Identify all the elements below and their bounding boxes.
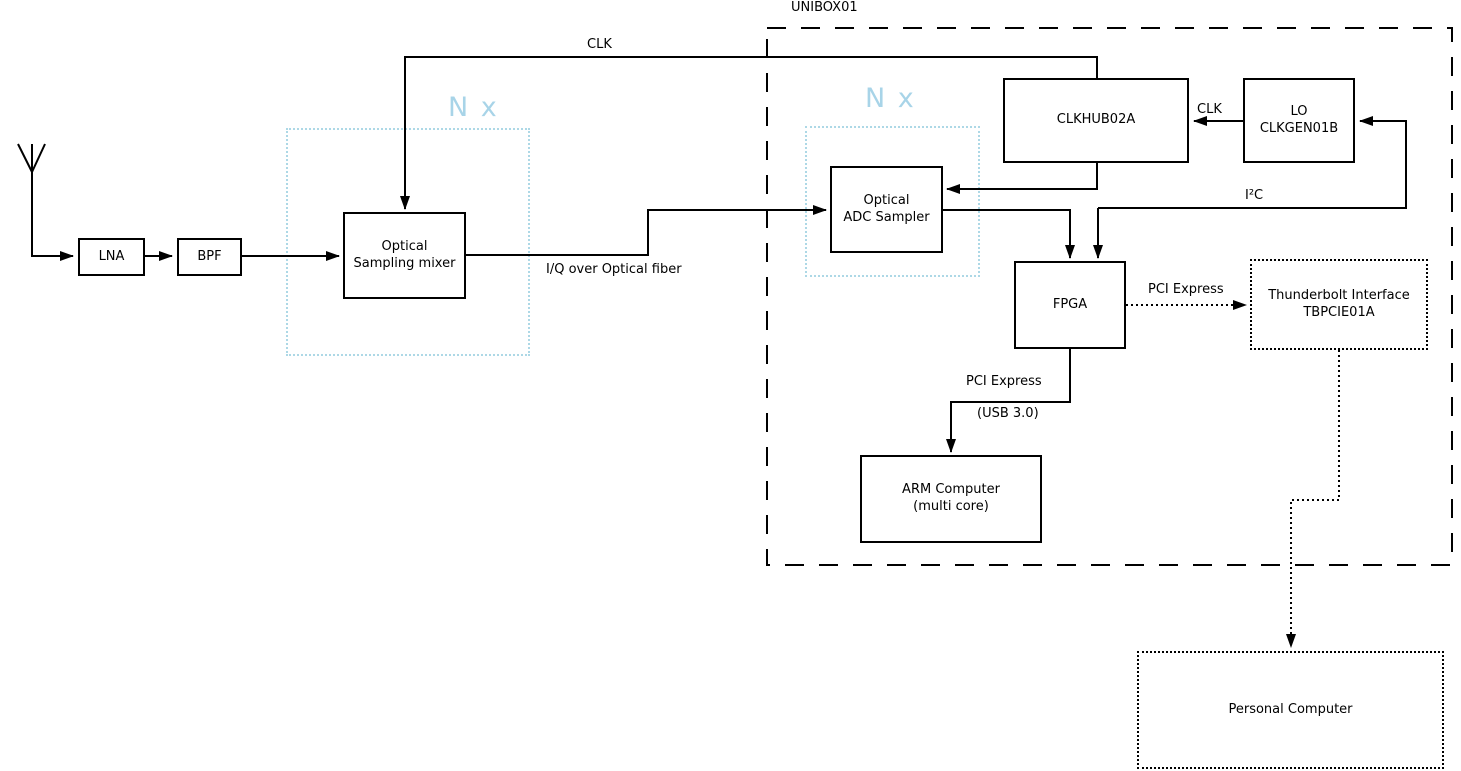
edge-label-pcie-thunderbolt: PCI Express [1148, 282, 1224, 297]
edge-fpga-arm [951, 349, 1070, 452]
node-lo-clkgen01b [1243, 78, 1355, 163]
edge-label-clk-main: CLK [587, 37, 612, 52]
node-thunderbolt-label-line1: Thunderbolt Interface [1268, 287, 1410, 303]
node-arm-computer [860, 455, 1042, 543]
edge-label-iq-fiber: I/Q over Optical fiber [546, 262, 682, 277]
edge-thunderbolt-pc [1291, 350, 1339, 647]
node-lna [78, 238, 145, 276]
node-mixer-label-line2: Sampling mixer [353, 255, 456, 271]
node-lna-label: LNA [98, 248, 125, 264]
node-optical-sampling-mixer [343, 212, 466, 299]
node-fpga [1014, 261, 1126, 349]
node-arm-label-line1: ARM Computer [902, 482, 1000, 498]
edge-clkhub-adc [947, 163, 1097, 189]
edge-adc-fpga [943, 210, 1070, 258]
node-bpf [177, 238, 242, 276]
node-bpf-label: BPF [197, 248, 222, 264]
unibox-region-label: UNIBOX01 [791, 0, 858, 15]
edge-mixer-adc [466, 210, 826, 255]
node-pc-label: Personal Computer [1228, 701, 1353, 717]
node-adc-label-line1: Optical [863, 192, 910, 208]
node-adc-label-line2: ADC Sampler [843, 209, 930, 225]
edge-label-clk-lo-hub: CLK [1197, 102, 1222, 117]
node-fpga-label: FPGA [1052, 296, 1088, 312]
edge-label-usb: (USB 3.0) [977, 406, 1039, 421]
node-mixer-label-line1: Optical [381, 238, 428, 254]
nx-label-right: N x [865, 83, 916, 114]
edge-label-i2c: I²C [1245, 188, 1264, 203]
node-lo-label-line1: LO [1290, 103, 1308, 119]
node-thunderbolt-label-line2: TBPCIE01A [1303, 304, 1375, 320]
node-clkhub02a [1003, 78, 1189, 163]
node-arm-label-line2: (multi core) [913, 499, 989, 514]
node-personal-computer [1137, 651, 1444, 769]
node-clkhub-label: CLKHUB02A [1056, 112, 1136, 128]
node-lo-label-line2: CLKGEN01B [1259, 120, 1339, 136]
edge-label-pcie-arm: PCI Express [966, 374, 1042, 389]
node-thunderbolt-interface [1250, 259, 1428, 350]
edge-clk-clkhub-mixer [405, 57, 1097, 209]
node-optical-adc-sampler [830, 166, 943, 253]
nx-label-left: N x [448, 92, 499, 123]
